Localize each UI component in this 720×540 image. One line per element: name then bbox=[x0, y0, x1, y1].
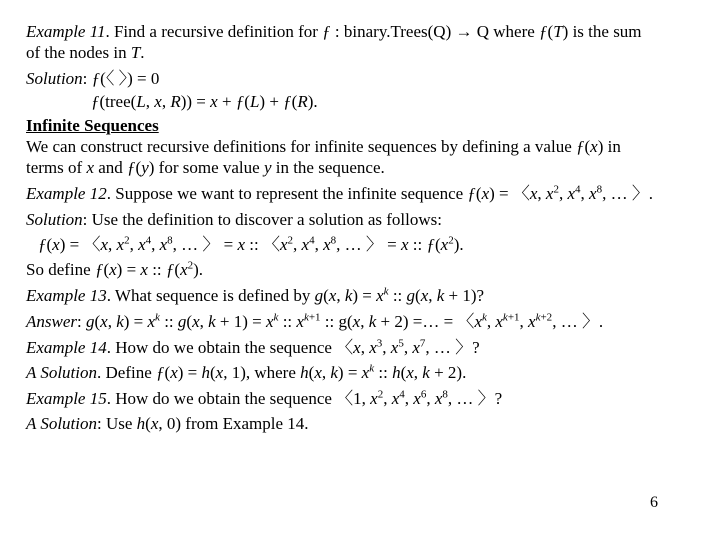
solution-15-line: A Solution: Use h(x, 0) from Example 14. bbox=[26, 414, 309, 433]
example-15-line: Example 15. How do we obtain the sequence 〈1, $x^2$, $x^4$, $x^6$, $x^8$, … 〉? bbox=[26, 388, 503, 408]
section-heading: Infinite Sequences bbox=[26, 116, 159, 135]
answer-13-line: Answer: g(x, $k) = x^k$ :: g(x, $k + 1) = x^k$ :: $x^{k+1}$ :: g(x, k + 2) =… = 〈$x^k$, $x^{k+1}$, $x^{k+2}$, … 〉. bbox=[26, 311, 604, 331]
example-11-line-2: of the nodes in T. bbox=[26, 43, 145, 62]
solution-11-line-1: Solution: ƒ(〈 〉) = 0 bbox=[26, 69, 160, 88]
intro-line-1: We can construct recursive definitions for infinite sequences by defining a value ƒ(x) in bbox=[26, 137, 621, 156]
page-number: 6 bbox=[650, 494, 658, 511]
solution-11-line-2: ƒ(tree(L, x, R)) = x + ƒ(L) + ƒ(R). bbox=[91, 92, 318, 111]
solution-12-line-1: Solution: Use the definition to discover a solution as follows: bbox=[26, 210, 442, 229]
solution-14-line: A Solution. Define ƒ(x) = h(x, 1), where h(x, $k) = x^k$ :: h(x, k + 2). bbox=[26, 362, 467, 382]
example-14-line: Example 14. How do we obtain the sequence 〈x, $x^3$, $x^5$, $x^7$, … 〉? bbox=[26, 337, 480, 357]
solution-12-line-3: So define ƒ(x) = x :: $ƒ(x^2)$. bbox=[26, 259, 204, 279]
example-11-line-1: Example 11. Find a recursive definition for ƒ : binary.Trees(Q) → Q where ƒ(T) is the sum bbox=[26, 22, 642, 41]
example-12-line: Example 12. Suppose we want to represent the infinite sequence ƒ(x) = 〈x, $x^2$, $x^4$, $x^8$, … 〉. bbox=[26, 183, 654, 203]
intro-line-2: terms of x and ƒ(y) for some value y in the sequence. bbox=[26, 158, 385, 177]
example-13-line: Example 13. What sequence is defined by g(x, $k) = x^k$ :: g(x, k + 1)? bbox=[26, 285, 485, 305]
solution-12-line-2: ƒ(x) = 〈x, $x^2$, $x^4$, $x^8$, … 〉 = x :: 〈$x^2$, $x^4$, $x^8$, … 〉 = x :: $ƒ(x^2)$. bbox=[38, 234, 464, 254]
